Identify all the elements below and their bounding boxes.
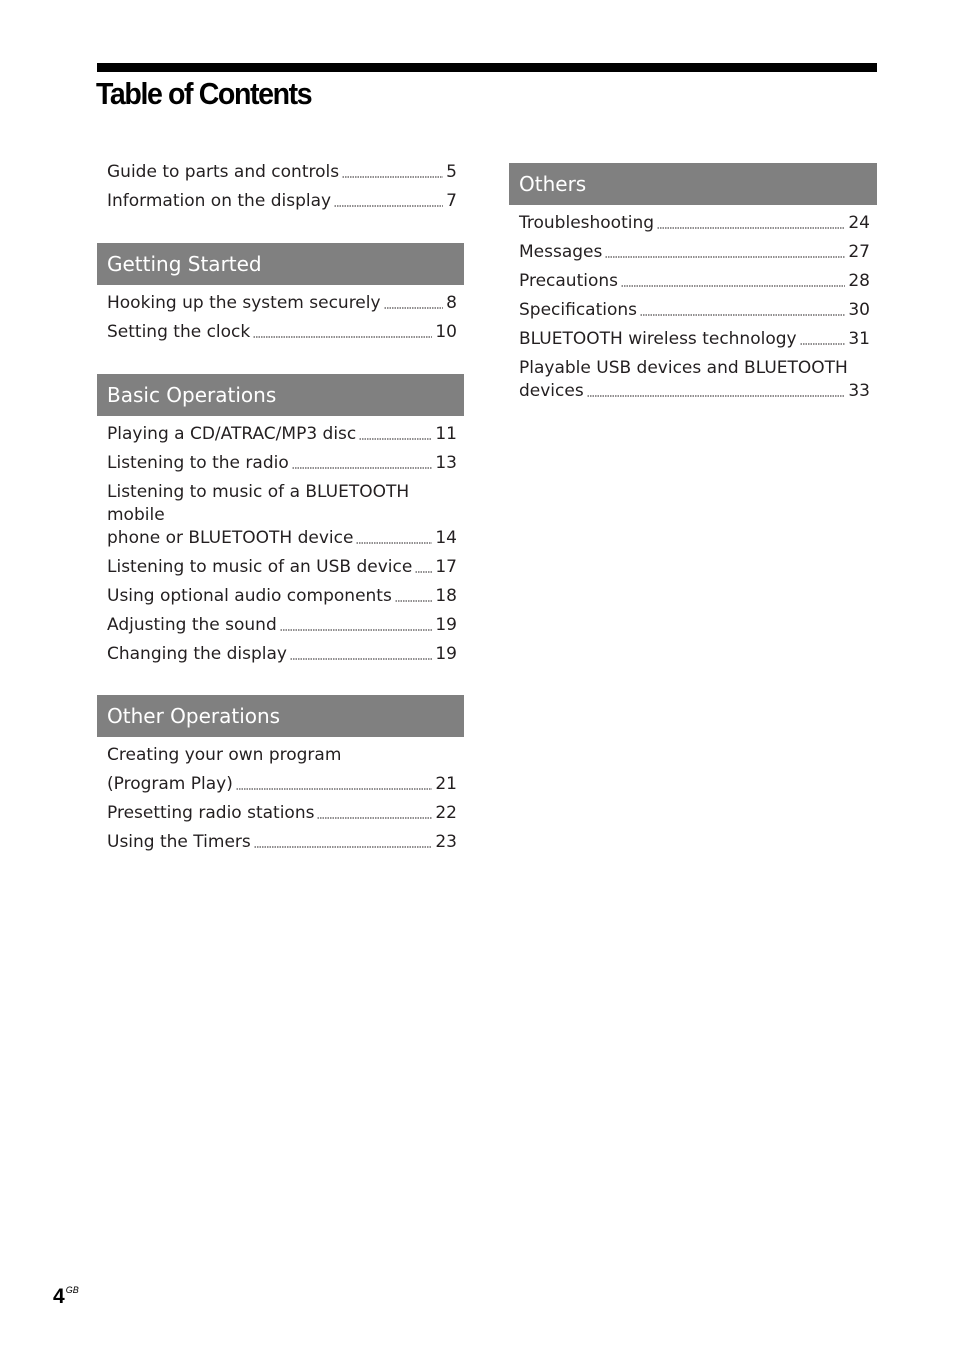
dot-leader xyxy=(621,285,845,287)
dot-leader xyxy=(342,176,443,178)
toc-entry-label: Setting the clock xyxy=(107,322,251,342)
toc-entry[interactable] xyxy=(107,190,457,213)
toc-entry-label: Listening to the radio xyxy=(107,453,289,473)
dot-leader xyxy=(317,817,432,819)
dot-leader xyxy=(657,227,845,229)
section-basic-operations xyxy=(97,374,464,666)
section-header: Other Operations xyxy=(97,695,464,737)
toc-entry-label: Presetting radio stations xyxy=(107,803,315,823)
dot-leader xyxy=(395,600,433,602)
toc-entry-label-line1: Creating your own program xyxy=(107,745,342,765)
toc-entry-label: Playing a CD/ATRAC/MP3 disc xyxy=(107,424,357,444)
toc-entry[interactable] xyxy=(107,744,457,796)
toc-entry-page: 21 xyxy=(435,774,457,794)
page-number xyxy=(53,1285,79,1309)
toc-entry-label-line2: phone or BLUETOOTH device xyxy=(107,528,354,548)
toc-entry[interactable] xyxy=(107,452,457,475)
dot-leader xyxy=(280,629,433,631)
toc-entry-page: 19 xyxy=(435,615,457,635)
toc-entry-page: 10 xyxy=(435,322,457,342)
toc-entry-page: 27 xyxy=(848,242,870,262)
dot-leader xyxy=(384,307,444,309)
toc-entry-label: Using the Timers xyxy=(107,832,251,852)
toc-entry[interactable] xyxy=(107,321,457,344)
toc-entry-label: Changing the display xyxy=(107,644,287,664)
section-getting-started xyxy=(97,243,464,344)
toc-entry-label: Using optional audio components xyxy=(107,586,392,606)
toc-entry[interactable] xyxy=(107,481,457,550)
toc-entry-page: 18 xyxy=(435,586,457,606)
toc-entry-page: 28 xyxy=(848,271,870,291)
dot-leader xyxy=(290,658,432,660)
toc-entry[interactable] xyxy=(107,585,457,608)
toc-entry-page: 24 xyxy=(848,213,870,233)
toc-entry-label: BLUETOOTH wireless technology xyxy=(519,329,797,349)
toc-entry[interactable] xyxy=(107,161,457,184)
toc-entry[interactable] xyxy=(107,292,457,315)
toc-entry[interactable] xyxy=(519,241,870,264)
toc-entry[interactable] xyxy=(107,643,457,666)
toc-entry-page: 11 xyxy=(435,424,457,444)
toc-entry-page: 7 xyxy=(446,191,457,211)
dot-leader xyxy=(800,343,846,345)
toc-entry[interactable] xyxy=(519,357,870,403)
toc-entry-label-line2: (Program Play) xyxy=(107,774,233,794)
toc-entry-label: Messages xyxy=(519,242,603,262)
toc-entry-page: 14 xyxy=(435,528,457,548)
section-other-operations xyxy=(97,695,464,854)
toc-entry-label: Adjusting the sound xyxy=(107,615,277,635)
dot-leader xyxy=(254,846,433,848)
toc-entry-label: Specifications xyxy=(519,300,638,320)
toc-entry-page: 31 xyxy=(848,329,870,349)
toc-entry-label: Information on the display xyxy=(107,191,332,211)
toc-entry-page: 30 xyxy=(848,300,870,320)
toc-entry-label: Guide to parts and controls xyxy=(107,162,340,182)
toc-entry-label: Precautions xyxy=(519,271,618,291)
page-number-suffix: GB xyxy=(65,1285,79,1295)
section-header: Getting Started xyxy=(97,243,464,285)
toc-entry[interactable] xyxy=(107,831,457,854)
dot-leader xyxy=(236,788,433,790)
toc-entry[interactable] xyxy=(107,556,457,579)
dot-leader xyxy=(587,395,846,397)
dot-leader xyxy=(292,467,433,469)
dot-leader xyxy=(359,438,432,440)
left-column xyxy=(97,155,464,854)
section-others xyxy=(509,163,877,403)
page-title: Table of Contents xyxy=(96,76,312,111)
toc-entry[interactable] xyxy=(107,802,457,825)
toc-entry-page: 23 xyxy=(435,832,457,852)
section-header: Basic Operations xyxy=(97,374,464,416)
toc-entry-label-line1: Listening to music of a BLUETOOTH mobile xyxy=(107,482,410,525)
dot-leader xyxy=(334,205,443,207)
toc-entry-page: 22 xyxy=(435,803,457,823)
toc-entry-page: 33 xyxy=(848,381,870,401)
toc-entry-label-line2: devices xyxy=(519,381,584,401)
toc-entry[interactable] xyxy=(519,270,870,293)
toc-entry-page: 5 xyxy=(446,162,457,182)
section-header: Others xyxy=(509,163,877,205)
dot-leader xyxy=(415,571,432,573)
dot-leader xyxy=(253,336,432,338)
toc-entry-page: 19 xyxy=(435,644,457,664)
toc-entry-label-line1: Playable USB devices and BLUETOOTH xyxy=(519,358,848,378)
toc-entry[interactable] xyxy=(107,423,457,446)
toc-entry[interactable] xyxy=(519,328,870,351)
dot-leader xyxy=(605,256,845,258)
toc-entry-label: Listening to music of an USB device xyxy=(107,557,413,577)
intro-entries xyxy=(97,161,464,213)
toc-entry-label: Hooking up the system securely xyxy=(107,293,381,313)
dot-leader xyxy=(356,542,432,544)
toc-entry-page: 13 xyxy=(435,453,457,473)
right-column xyxy=(509,163,877,403)
page-number-value: 4 xyxy=(53,1285,65,1308)
toc-entry-page: 17 xyxy=(435,557,457,577)
toc-entry-label: Troubleshooting xyxy=(519,213,655,233)
dot-leader xyxy=(640,314,845,316)
toc-entry-page: 8 xyxy=(446,293,457,313)
toc-entry[interactable] xyxy=(107,614,457,637)
toc-entry[interactable] xyxy=(519,299,870,322)
top-rule xyxy=(97,63,877,72)
toc-entry[interactable] xyxy=(519,212,870,235)
